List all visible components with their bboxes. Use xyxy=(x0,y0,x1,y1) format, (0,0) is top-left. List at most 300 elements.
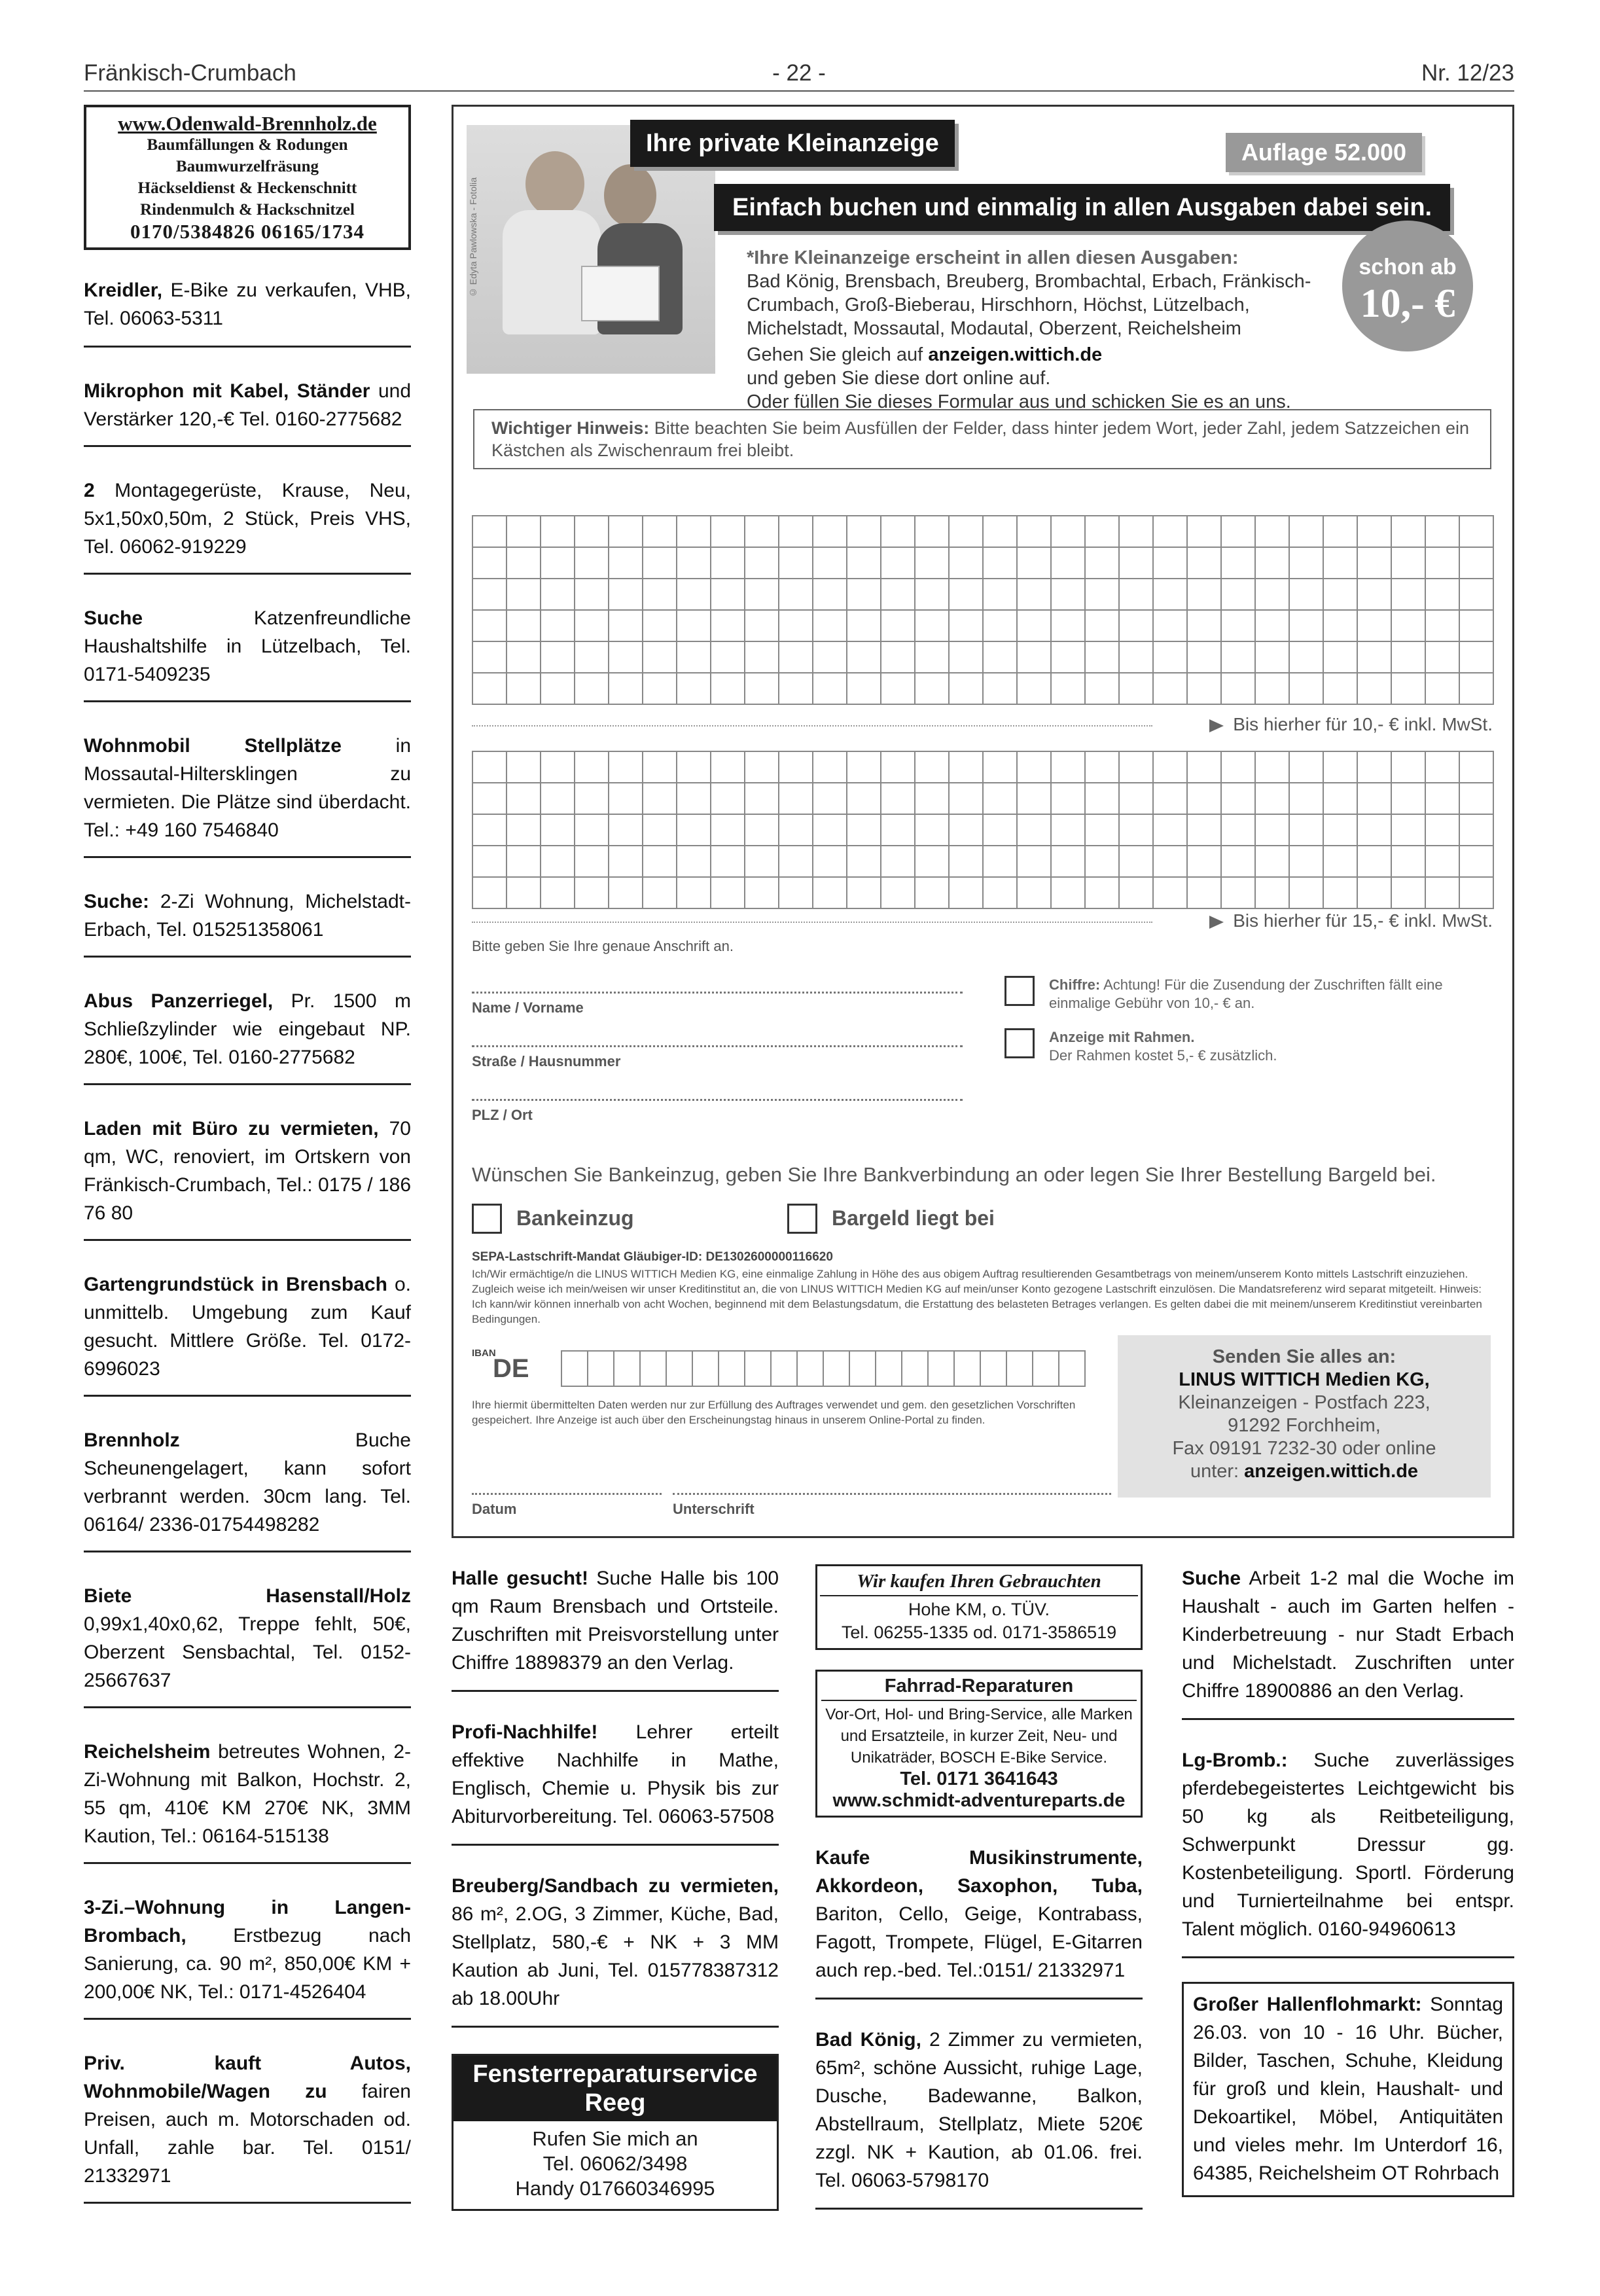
letter-box[interactable] xyxy=(507,783,541,815)
letter-box[interactable] xyxy=(677,516,711,548)
letter-box[interactable] xyxy=(473,516,507,548)
letter-box[interactable] xyxy=(1290,548,1324,579)
letter-box[interactable] xyxy=(813,516,847,548)
letter-box[interactable] xyxy=(950,548,984,579)
letter-box[interactable] xyxy=(473,846,507,878)
letter-box[interactable] xyxy=(1052,516,1086,548)
letter-box[interactable] xyxy=(1222,878,1256,909)
letter-box[interactable] xyxy=(1426,548,1460,579)
letter-box[interactable] xyxy=(1018,611,1052,642)
letter-box[interactable] xyxy=(1256,579,1290,611)
letter-box[interactable] xyxy=(1358,548,1392,579)
letter-box[interactable] xyxy=(1188,611,1222,642)
iban-digit-box[interactable] xyxy=(667,1352,693,1387)
letter-box[interactable] xyxy=(1426,673,1460,705)
letter-box[interactable] xyxy=(1358,846,1392,878)
letter-box[interactable] xyxy=(1154,783,1188,815)
letter-box[interactable] xyxy=(881,846,916,878)
iban-digit-box[interactable] xyxy=(614,1352,641,1387)
letter-box[interactable] xyxy=(677,878,711,909)
letter-box[interactable] xyxy=(745,878,779,909)
letter-box[interactable] xyxy=(881,815,916,846)
letter-box[interactable] xyxy=(950,516,984,548)
letter-box[interactable] xyxy=(609,548,643,579)
letter-box[interactable] xyxy=(881,642,916,673)
letter-box[interactable] xyxy=(575,548,609,579)
letter-box[interactable] xyxy=(541,516,575,548)
letter-box[interactable] xyxy=(575,516,609,548)
letter-box[interactable] xyxy=(1460,548,1494,579)
letter-box[interactable] xyxy=(1188,878,1222,909)
letter-box[interactable] xyxy=(1256,752,1290,783)
letter-box[interactable] xyxy=(1052,815,1086,846)
letter-box[interactable] xyxy=(507,815,541,846)
letter-box[interactable] xyxy=(643,815,677,846)
letter-box[interactable] xyxy=(609,846,643,878)
letter-box[interactable] xyxy=(779,752,813,783)
letter-box[interactable] xyxy=(745,673,779,705)
letter-box[interactable] xyxy=(677,752,711,783)
letter-box[interactable] xyxy=(950,611,984,642)
letter-box[interactable] xyxy=(1324,846,1358,878)
letter-box[interactable] xyxy=(950,878,984,909)
letter-box[interactable] xyxy=(711,846,745,878)
letter-box[interactable] xyxy=(1086,516,1120,548)
letter-box[interactable] xyxy=(745,815,779,846)
letter-box[interactable] xyxy=(813,673,847,705)
letter-box[interactable] xyxy=(881,673,916,705)
letter-box[interactable] xyxy=(1120,516,1154,548)
letter-box[interactable] xyxy=(1154,516,1188,548)
letter-box[interactable] xyxy=(1324,752,1358,783)
letter-box[interactable] xyxy=(1018,815,1052,846)
letter-box[interactable] xyxy=(1460,752,1494,783)
iban-digit-box[interactable] xyxy=(929,1352,955,1387)
letter-box[interactable] xyxy=(1426,516,1460,548)
letter-box[interactable] xyxy=(1018,548,1052,579)
letter-box[interactable] xyxy=(813,878,847,909)
letter-box[interactable] xyxy=(1222,642,1256,673)
letter-box[interactable] xyxy=(507,516,541,548)
letter-box[interactable] xyxy=(984,516,1018,548)
letter-box[interactable] xyxy=(1256,815,1290,846)
letter-box[interactable] xyxy=(1460,846,1494,878)
letter-box[interactable] xyxy=(1324,611,1358,642)
letter-box[interactable] xyxy=(847,642,881,673)
letter-box[interactable] xyxy=(1426,642,1460,673)
letter-box[interactable] xyxy=(950,846,984,878)
letter-box[interactable] xyxy=(813,752,847,783)
letter-box[interactable] xyxy=(1018,642,1052,673)
letter-box[interactable] xyxy=(1392,548,1426,579)
letter-box[interactable] xyxy=(1188,516,1222,548)
letter-box[interactable] xyxy=(1120,815,1154,846)
letter-box[interactable] xyxy=(507,878,541,909)
letter-box[interactable] xyxy=(779,548,813,579)
iban-digit-box[interactable] xyxy=(902,1352,929,1387)
letter-box[interactable] xyxy=(916,752,950,783)
iban-digit-box[interactable] xyxy=(824,1352,850,1387)
letter-box[interactable] xyxy=(1086,846,1120,878)
letter-box[interactable] xyxy=(984,579,1018,611)
letter-box[interactable] xyxy=(1018,579,1052,611)
letter-box[interactable] xyxy=(1154,673,1188,705)
letter-box[interactable] xyxy=(473,673,507,705)
letter-box[interactable] xyxy=(473,642,507,673)
letter-box[interactable] xyxy=(677,548,711,579)
letter-box[interactable] xyxy=(575,642,609,673)
letter-box[interactable] xyxy=(1460,516,1494,548)
letter-box[interactable] xyxy=(1086,878,1120,909)
letter-box[interactable] xyxy=(984,611,1018,642)
letter-box[interactable] xyxy=(1392,878,1426,909)
letter-box[interactable] xyxy=(1460,815,1494,846)
letter-box[interactable] xyxy=(984,846,1018,878)
online-link[interactable]: anzeigen.wittich.de xyxy=(928,344,1103,365)
date-field[interactable] xyxy=(472,1493,662,1495)
letter-box[interactable] xyxy=(711,642,745,673)
letter-box[interactable] xyxy=(711,815,745,846)
iban-digit-box[interactable] xyxy=(1007,1352,1033,1387)
letter-box[interactable] xyxy=(1256,673,1290,705)
letter-box[interactable] xyxy=(984,878,1018,909)
letter-box[interactable] xyxy=(1154,548,1188,579)
letter-box[interactable] xyxy=(984,548,1018,579)
letter-box[interactable] xyxy=(813,783,847,815)
letter-box[interactable] xyxy=(1052,878,1086,909)
letter-box[interactable] xyxy=(609,642,643,673)
letter-box[interactable] xyxy=(745,611,779,642)
letter-box[interactable] xyxy=(1052,752,1086,783)
letter-box[interactable] xyxy=(916,579,950,611)
letter-box[interactable] xyxy=(1120,673,1154,705)
send-online-link[interactable]: anzeigen.wittich.de xyxy=(1244,1461,1419,1482)
letter-box[interactable] xyxy=(847,579,881,611)
letter-box[interactable] xyxy=(779,846,813,878)
letter-box[interactable] xyxy=(1324,516,1358,548)
letter-box[interactable] xyxy=(1460,579,1494,611)
letter-box[interactable] xyxy=(779,579,813,611)
letter-box[interactable] xyxy=(779,878,813,909)
letter-box[interactable] xyxy=(677,846,711,878)
letter-box[interactable] xyxy=(507,846,541,878)
letter-box[interactable] xyxy=(1358,878,1392,909)
letter-box[interactable] xyxy=(677,611,711,642)
letter-box[interactable] xyxy=(1256,846,1290,878)
letter-box[interactable] xyxy=(1086,579,1120,611)
letter-box[interactable] xyxy=(1222,548,1256,579)
letter-box[interactable] xyxy=(1324,815,1358,846)
letter-box[interactable] xyxy=(507,611,541,642)
letter-box[interactable] xyxy=(711,516,745,548)
letter-box[interactable] xyxy=(473,611,507,642)
letter-box[interactable] xyxy=(1120,642,1154,673)
letter-box[interactable] xyxy=(541,752,575,783)
letter-box[interactable] xyxy=(1154,611,1188,642)
letter-box[interactable] xyxy=(950,642,984,673)
letter-box[interactable] xyxy=(1460,878,1494,909)
letter-box[interactable] xyxy=(881,516,916,548)
letter-box[interactable] xyxy=(711,548,745,579)
letter-box[interactable] xyxy=(609,783,643,815)
letter-box[interactable] xyxy=(779,783,813,815)
letter-box[interactable] xyxy=(1154,846,1188,878)
letter-box[interactable] xyxy=(541,878,575,909)
letter-box[interactable] xyxy=(1460,673,1494,705)
letter-box[interactable] xyxy=(1324,642,1358,673)
letter-box[interactable] xyxy=(745,579,779,611)
iban-digit-box[interactable] xyxy=(798,1352,824,1387)
letter-box[interactable] xyxy=(473,752,507,783)
letter-box[interactable] xyxy=(847,752,881,783)
letter-box[interactable] xyxy=(984,673,1018,705)
letter-box[interactable] xyxy=(1358,516,1392,548)
firewood-url[interactable]: www.Odenwald-Brennholz.de xyxy=(118,112,377,135)
letter-box[interactable] xyxy=(1154,642,1188,673)
letter-box[interactable] xyxy=(1256,516,1290,548)
letter-box[interactable] xyxy=(643,752,677,783)
letter-box[interactable] xyxy=(950,783,984,815)
letter-box[interactable] xyxy=(1120,752,1154,783)
letter-box[interactable] xyxy=(1086,783,1120,815)
letter-box[interactable] xyxy=(1120,878,1154,909)
letter-box[interactable] xyxy=(1460,783,1494,815)
letter-box[interactable] xyxy=(643,611,677,642)
iban-input-grid[interactable] xyxy=(561,1350,1086,1387)
iban-digit-box[interactable] xyxy=(745,1352,772,1387)
letter-box[interactable] xyxy=(1290,815,1324,846)
letter-box[interactable] xyxy=(950,673,984,705)
letter-box[interactable] xyxy=(1154,752,1188,783)
letter-box[interactable] xyxy=(711,752,745,783)
letter-box[interactable] xyxy=(541,815,575,846)
letter-box[interactable] xyxy=(1392,611,1426,642)
letter-box[interactable] xyxy=(1018,846,1052,878)
letter-box[interactable] xyxy=(984,752,1018,783)
iban-digit-box[interactable] xyxy=(719,1352,745,1387)
letter-box[interactable] xyxy=(950,815,984,846)
letter-box[interactable] xyxy=(1086,611,1120,642)
letter-box[interactable] xyxy=(916,878,950,909)
letter-box[interactable] xyxy=(984,783,1018,815)
letter-box[interactable] xyxy=(813,815,847,846)
iban-digit-box[interactable] xyxy=(1059,1352,1086,1387)
letter-box[interactable] xyxy=(1052,642,1086,673)
letter-box[interactable] xyxy=(1222,516,1256,548)
letter-box[interactable] xyxy=(745,516,779,548)
letter-box[interactable] xyxy=(847,815,881,846)
letter-box[interactable] xyxy=(813,548,847,579)
letter-box[interactable] xyxy=(541,579,575,611)
letter-box[interactable] xyxy=(1052,783,1086,815)
letter-box[interactable] xyxy=(1188,673,1222,705)
letter-box[interactable] xyxy=(745,752,779,783)
letter-box[interactable] xyxy=(813,846,847,878)
letter-box[interactable] xyxy=(1222,783,1256,815)
letter-box[interactable] xyxy=(1392,815,1426,846)
ad-text-grid-extended[interactable] xyxy=(472,751,1494,909)
letter-box[interactable] xyxy=(1018,752,1052,783)
letter-box[interactable] xyxy=(643,878,677,909)
letter-box[interactable] xyxy=(1222,752,1256,783)
iban-digit-box[interactable] xyxy=(772,1352,798,1387)
letter-box[interactable] xyxy=(881,878,916,909)
letter-box[interactable] xyxy=(1086,673,1120,705)
letter-box[interactable] xyxy=(1086,815,1120,846)
letter-box[interactable] xyxy=(1256,878,1290,909)
letter-box[interactable] xyxy=(779,673,813,705)
letter-box[interactable] xyxy=(473,878,507,909)
letter-box[interactable] xyxy=(950,579,984,611)
letter-box[interactable] xyxy=(881,752,916,783)
letter-box[interactable] xyxy=(847,611,881,642)
letter-box[interactable] xyxy=(847,846,881,878)
letter-box[interactable] xyxy=(643,783,677,815)
letter-box[interactable] xyxy=(745,783,779,815)
letter-box[interactable] xyxy=(1324,673,1358,705)
letter-box[interactable] xyxy=(541,642,575,673)
letter-box[interactable] xyxy=(984,815,1018,846)
letter-box[interactable] xyxy=(1018,673,1052,705)
letter-box[interactable] xyxy=(916,548,950,579)
letter-box[interactable] xyxy=(1358,673,1392,705)
letter-box[interactable] xyxy=(1188,642,1222,673)
letter-box[interactable] xyxy=(575,815,609,846)
letter-box[interactable] xyxy=(779,611,813,642)
letter-box[interactable] xyxy=(1120,611,1154,642)
letter-box[interactable] xyxy=(1392,516,1426,548)
letter-box[interactable] xyxy=(1290,516,1324,548)
letter-box[interactable] xyxy=(745,548,779,579)
letter-box[interactable] xyxy=(1086,752,1120,783)
letter-box[interactable] xyxy=(1392,642,1426,673)
letter-box[interactable] xyxy=(1392,846,1426,878)
letter-box[interactable] xyxy=(1358,642,1392,673)
letter-box[interactable] xyxy=(575,579,609,611)
letter-box[interactable] xyxy=(1426,579,1460,611)
letter-box[interactable] xyxy=(541,548,575,579)
letter-box[interactable] xyxy=(1188,548,1222,579)
letter-box[interactable] xyxy=(1188,783,1222,815)
letter-box[interactable] xyxy=(916,673,950,705)
letter-box[interactable] xyxy=(1120,783,1154,815)
letter-box[interactable] xyxy=(643,548,677,579)
letter-box[interactable] xyxy=(813,642,847,673)
letter-box[interactable] xyxy=(541,846,575,878)
letter-box[interactable] xyxy=(813,579,847,611)
letter-box[interactable] xyxy=(1290,752,1324,783)
letter-box[interactable] xyxy=(1052,673,1086,705)
letter-box[interactable] xyxy=(609,579,643,611)
letter-box[interactable] xyxy=(677,815,711,846)
letter-box[interactable] xyxy=(1154,878,1188,909)
letter-box[interactable] xyxy=(1188,752,1222,783)
iban-digit-box[interactable] xyxy=(641,1352,667,1387)
letter-box[interactable] xyxy=(1324,579,1358,611)
letter-box[interactable] xyxy=(1460,642,1494,673)
letter-box[interactable] xyxy=(1290,673,1324,705)
letter-box[interactable] xyxy=(1392,579,1426,611)
letter-box[interactable] xyxy=(507,579,541,611)
letter-box[interactable] xyxy=(1120,579,1154,611)
iban-digit-box[interactable] xyxy=(955,1352,981,1387)
letter-box[interactable] xyxy=(643,516,677,548)
letter-box[interactable] xyxy=(779,516,813,548)
letter-box[interactable] xyxy=(609,673,643,705)
letter-box[interactable] xyxy=(1426,752,1460,783)
letter-box[interactable] xyxy=(1086,548,1120,579)
letter-box[interactable] xyxy=(1052,579,1086,611)
letter-box[interactable] xyxy=(473,579,507,611)
letter-box[interactable] xyxy=(643,579,677,611)
letter-box[interactable] xyxy=(1086,642,1120,673)
city-field[interactable] xyxy=(472,1099,963,1101)
letter-box[interactable] xyxy=(1358,815,1392,846)
letter-box[interactable] xyxy=(1290,878,1324,909)
letter-box[interactable] xyxy=(1154,815,1188,846)
letter-box[interactable] xyxy=(1290,642,1324,673)
letter-box[interactable] xyxy=(1256,548,1290,579)
letter-box[interactable] xyxy=(779,642,813,673)
letter-box[interactable] xyxy=(1222,579,1256,611)
letter-box[interactable] xyxy=(1188,846,1222,878)
letter-box[interactable] xyxy=(1426,783,1460,815)
letter-box[interactable] xyxy=(779,815,813,846)
letter-box[interactable] xyxy=(1426,815,1460,846)
letter-box[interactable] xyxy=(1324,878,1358,909)
letter-box[interactable] xyxy=(575,611,609,642)
letter-box[interactable] xyxy=(711,878,745,909)
letter-box[interactable] xyxy=(1222,815,1256,846)
letter-box[interactable] xyxy=(643,673,677,705)
letter-box[interactable] xyxy=(1358,611,1392,642)
letter-box[interactable] xyxy=(813,611,847,642)
street-field[interactable] xyxy=(472,1045,963,1047)
letter-box[interactable] xyxy=(916,846,950,878)
letter-box[interactable] xyxy=(711,783,745,815)
iban-digit-box[interactable] xyxy=(693,1352,719,1387)
letter-box[interactable] xyxy=(1426,846,1460,878)
letter-box[interactable] xyxy=(1018,516,1052,548)
letter-box[interactable] xyxy=(1222,611,1256,642)
letter-box[interactable] xyxy=(609,516,643,548)
letter-box[interactable] xyxy=(1460,611,1494,642)
letter-box[interactable] xyxy=(507,752,541,783)
letter-box[interactable] xyxy=(1052,611,1086,642)
name-field[interactable] xyxy=(472,992,963,994)
letter-box[interactable] xyxy=(677,783,711,815)
letter-box[interactable] xyxy=(1290,579,1324,611)
letter-box[interactable] xyxy=(473,815,507,846)
letter-box[interactable] xyxy=(745,642,779,673)
letter-box[interactable] xyxy=(1358,783,1392,815)
letter-box[interactable] xyxy=(1426,878,1460,909)
letter-box[interactable] xyxy=(711,611,745,642)
letter-box[interactable] xyxy=(1392,783,1426,815)
letter-box[interactable] xyxy=(677,642,711,673)
iban-digit-box[interactable] xyxy=(1033,1352,1059,1387)
letter-box[interactable] xyxy=(1324,783,1358,815)
letter-box[interactable] xyxy=(1188,815,1222,846)
letter-box[interactable] xyxy=(575,752,609,783)
letter-box[interactable] xyxy=(1392,673,1426,705)
letter-box[interactable] xyxy=(1222,673,1256,705)
letter-box[interactable] xyxy=(609,815,643,846)
letter-box[interactable] xyxy=(745,846,779,878)
letter-box[interactable] xyxy=(575,846,609,878)
letter-box[interactable] xyxy=(1018,783,1052,815)
letter-box[interactable] xyxy=(1120,846,1154,878)
